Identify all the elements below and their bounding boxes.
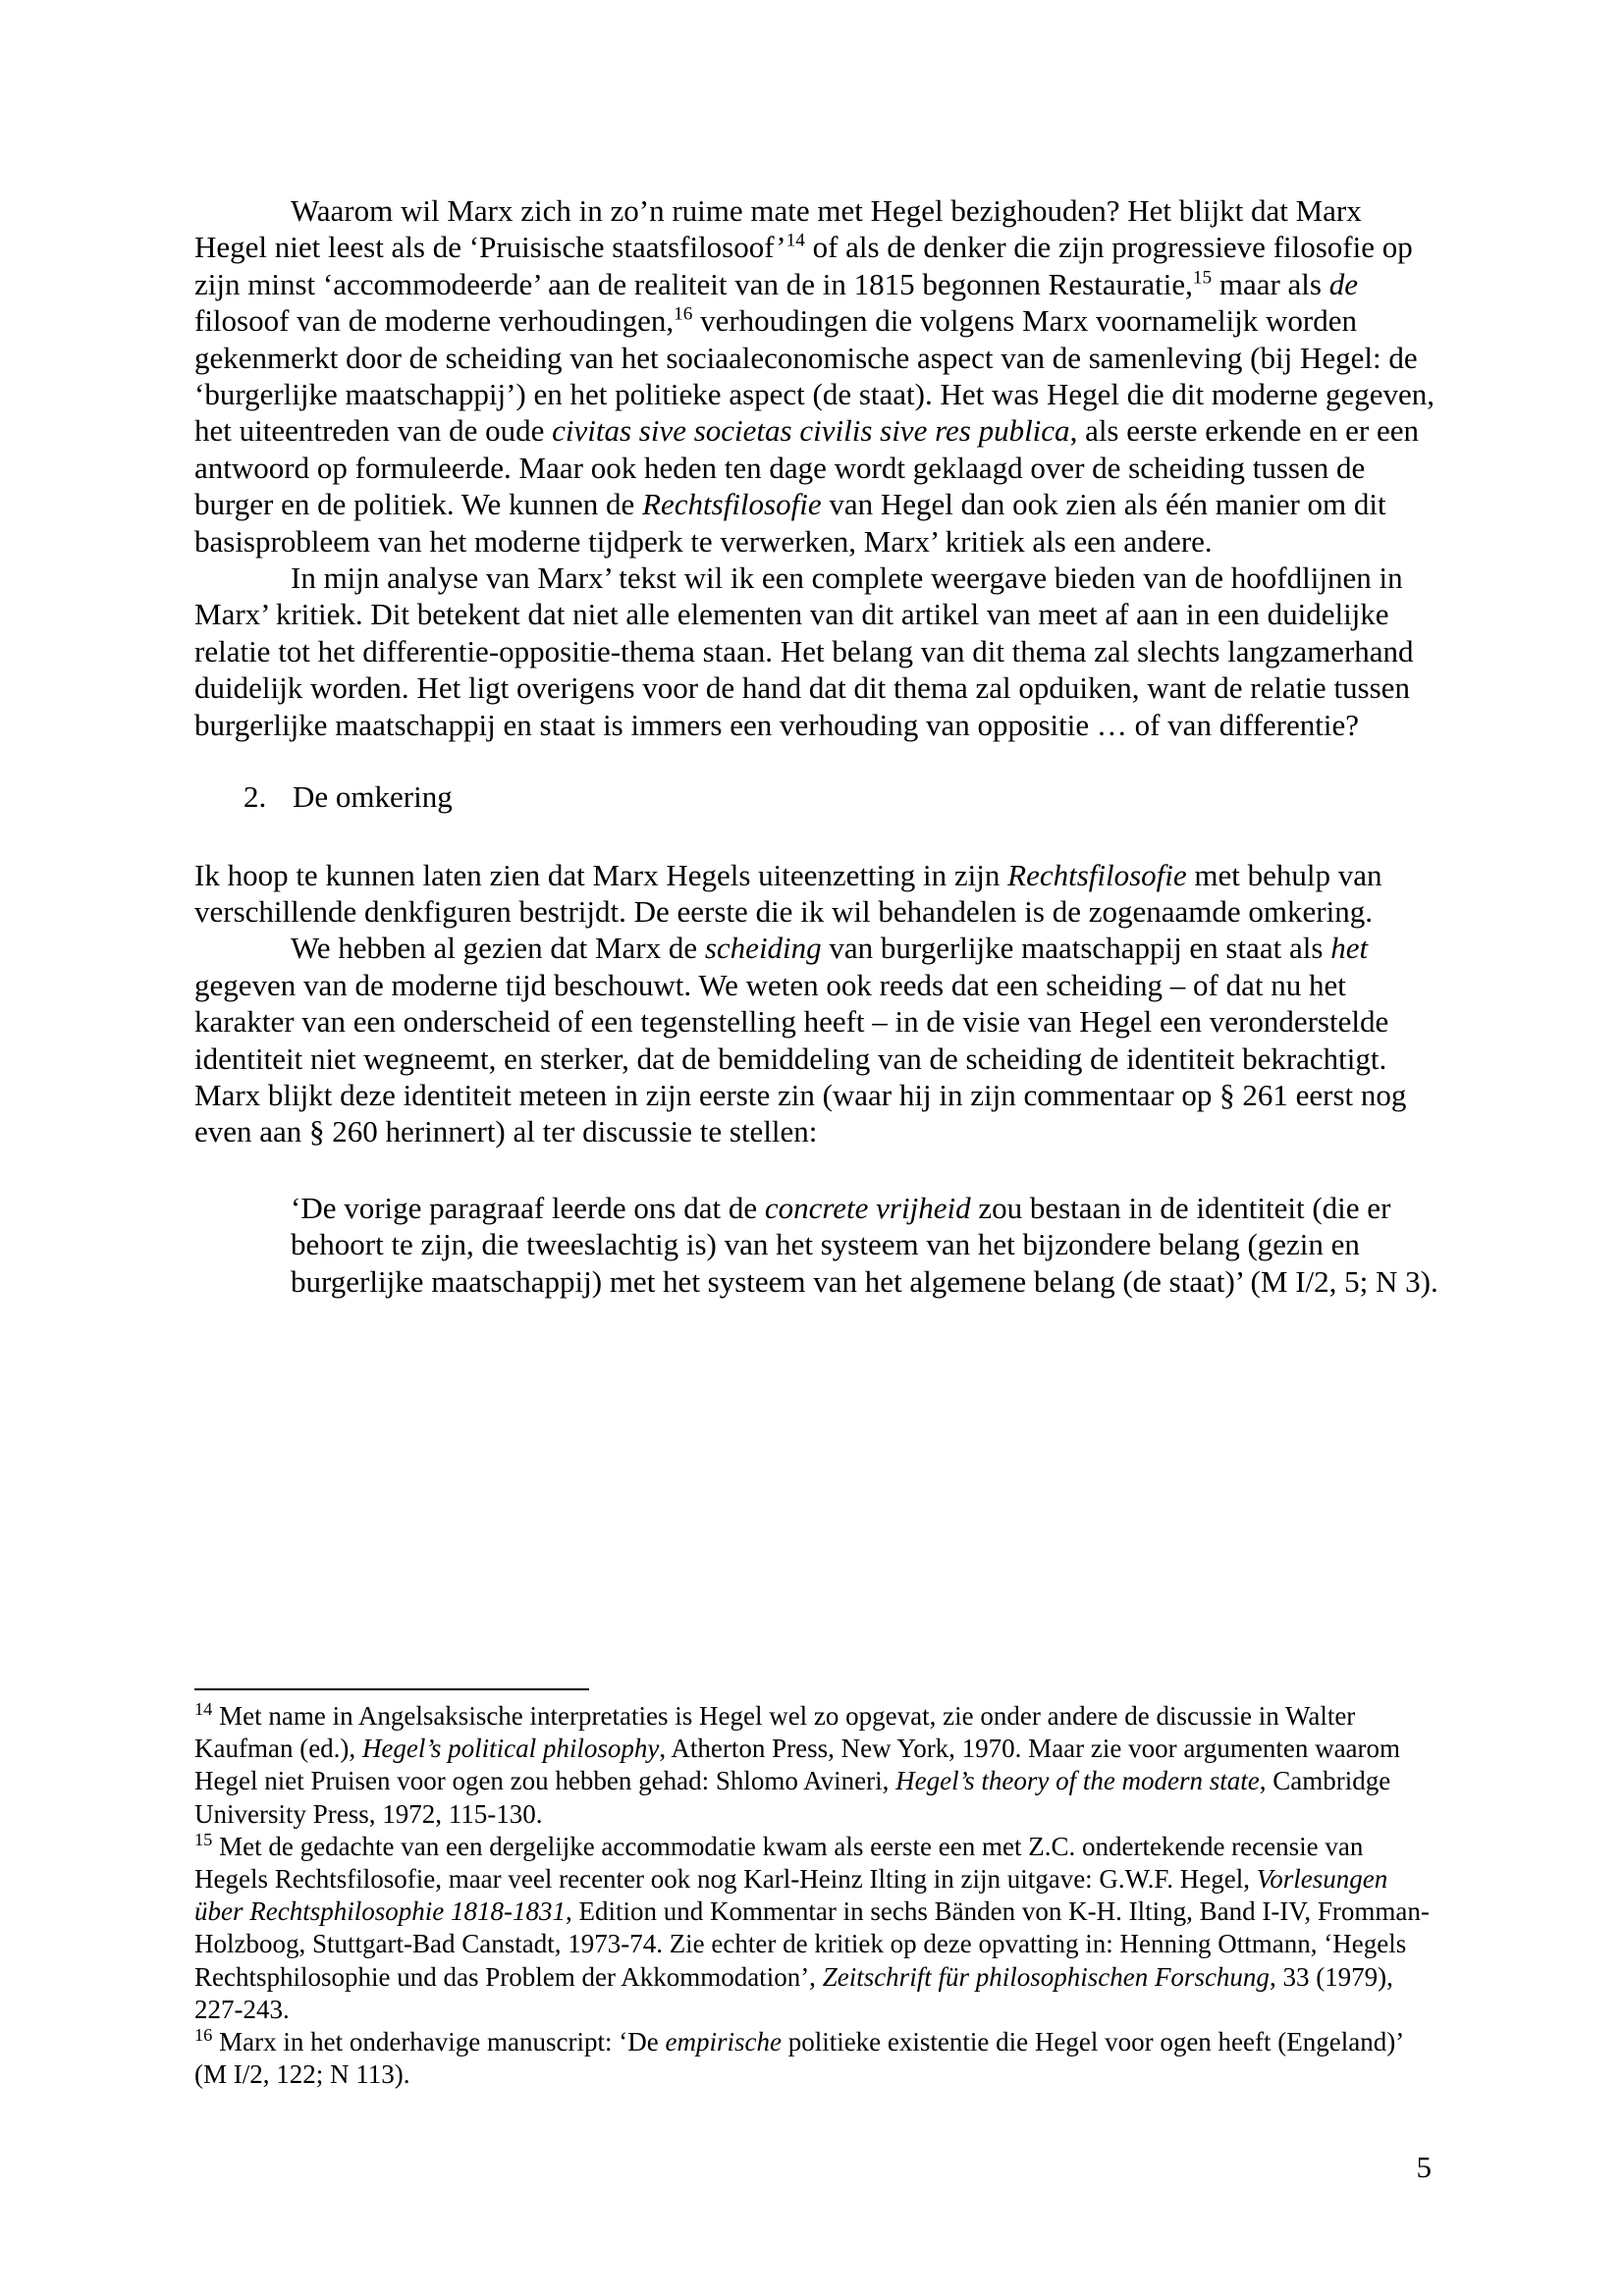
section-heading xyxy=(194,778,1439,815)
footnote-15: $^{15}$ Met de gedachte van een dergelijke accommodatie kwam als eerste een met Z.C. ondertekende recensie van Hegels Rechtsfilosofie, maar veel recenter ook nog Karl-Heinz Ilting in zijn uitgave: G.W.F. Hegel, Vorlesungen über Rechtsphilosophie 1818-1831, Edition und Kommentar in sechs Bänden von K-H. Ilting, Band I-IV, Fromman-Holzboog, Stuttgart-Bad Canstadt, 1973-74. Zie echter de kritiek op deze opvatting in: Henning Ottmann, ‘Hegels Rechtsphilosophie und das Problem der Akkommodation’, Zeitschrift für philosophischen Forschung, 33 (1979), 227-243. xyxy=(194,1829,1430,2024)
page-number: 5 xyxy=(1416,2150,1432,2184)
footnote-ref-16[interactable]: 16 xyxy=(674,303,693,325)
footnote-14: $^{14}$ Met name in Angelsaksische interpretaties is Hegel wel zo opgevat, zie onder andere de discussie in Walter Kaufman (ed.), Hegel’s political philosophy, Atherton Press, New York, 1970. Maar zie voor argumenten waarom Hegel niet Pruisen voor ogen zou hebben gehad: Shlomo Avineri, Hegel’s theory of the modern state, Cambridge University Press, 1972, 115-130. xyxy=(194,1699,1401,1829)
section-title: De omkering xyxy=(293,779,453,815)
paragraph-2: In mijn analyse van Marx’ tekst wil ik een complete weergave bieden van de hoofdlijnen in Marx’ kritiek. Dit betekent dat niet alle elementen van dit artikel van meet af aan in een duidelijke relatie tot het differentie-oppositie-thema staan. Het belang van dit thema zal slechts langzamerhand duidelijk worden. Het ligt overigens voor de hand dat dit thema zal opduiken, want de relatie tussen burgerlijke maatschappij en staat is immers een verhouding van oppositie … of van differentie? xyxy=(194,561,1414,742)
paragraph-4: We hebben al gezien dat Marx de scheiding van burgerlijke maatschappij en staat als het gegeven van de moderne tijd beschouwt. We weten ook reeds dat een scheiding – of dat nu het karakter van een onderscheid of een tegenstelling heeft – in de visie van Hegel een veronderstelde identiteit niet wegneemt, en sterker, dat de bemiddeling van de scheiding de identiteit bekrachtigt. Marx blijkt deze identiteit meteen in zijn eerste zin (waar hij in zijn commentaar op § 261 eerst nog even aan § 260 herinnert) al ter discussie te stellen: xyxy=(194,931,1407,1149)
footnote-ref-14[interactable]: 14 xyxy=(785,231,805,252)
footnote-separator xyxy=(194,1688,589,1690)
main-text xyxy=(194,192,1439,1300)
section-number: 2. xyxy=(244,779,267,815)
footnote-16: $^{16}$ Marx in het onderhavige manuscript: ‘De empirische politieke existentie die Hegel voor ogen heeft (Engeland)’ (M I/2, 122; N 113). xyxy=(194,2025,1403,2090)
paragraph-1: Waarom wil Marx zich in zo’n ruime mate met Hegel bezighouden? Het blijkt dat Marx Hegel niet leest als de ‘Pruisische staatsfilosoof’$^{14}$ of als de denker die zijn progressieve filosofie op zijn minst ‘accommodeerde’ aan de realiteit van de in 1815 begonnen Restauratie,$^{15}$ maar als de filosoof van de moderne verhoudingen,$^{16}$ verhoudingen die volgens Marx voornamelijk worden gekenmerkt door de scheiding van het sociaaleconomische aspect van de samenleving (bij Hegel: de ‘burgerlijke maatschappij’) en het politieke aspect (de staat). Het was Hegel die dit moderne gegeven, het uiteentreden van de oude civitas sive societas civilis sive res publica, als eerste erkende en er een antwoord op formuleerde. Maar ook heden ten dage wordt geklaagd over de scheiding tussen de burger en de politiek. We kunnen de Rechtsfilosofie van Hegel dan ook zien als één manier om dit basisprobleem van het moderne tijdperk te verwerken, Marx’ kritiek als een andere. xyxy=(194,193,1435,559)
footnotes xyxy=(194,1700,1439,2091)
block-quote: ‘De vorige paragraaf leerde ons dat de concrete vrijheid zou bestaan in de identiteit (die er behoort te zijn, die tweeslachtig is) van het systeem van het bijzondere belang (gezin en burgerlijke maatschappij) met het systeem van het algemene belang (de staat)’ (M I/2, 5; N 3). xyxy=(291,1190,1438,1299)
footnote-ref-15[interactable]: 15 xyxy=(1192,267,1213,289)
paragraph-3: Ik hoop te kunnen laten zien dat Marx Hegels uiteenzetting in zijn Rechtsfilosofie met behulp van verschillende denkfiguren bestrijdt. De eerste die ik wil behandelen is de zogenaamde omkering. xyxy=(194,857,1382,929)
